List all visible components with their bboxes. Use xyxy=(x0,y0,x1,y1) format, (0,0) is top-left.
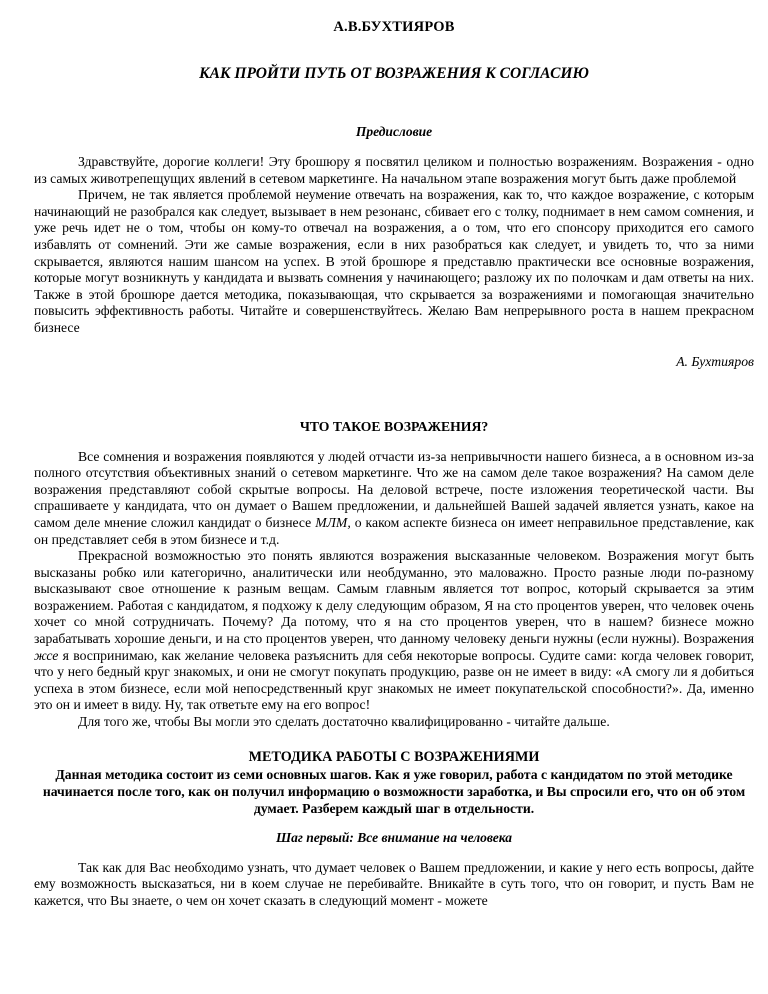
step1-heading: Шаг первый: Все внимание на человека xyxy=(275,829,513,845)
foreword-paragraph-1: Здравствуйте, дорогие коллеги! Эту брошюру я посвятил целиком и полностью возражениям. Возражения - одно из самых животрепещущих явлений в сетевом маркетинге. На начальном этапе возражения могут быть даже проблемой xyxy=(34,154,754,186)
section1-paragraph-1 xyxy=(34,449,754,549)
section1-p1-text-a: Все сомнения и возражения появляются у людей отчасти из-за непривычности нашего бизнеса, а в основном из-за полного отсутствия объективных знаний о сетевом маркетинге. Что же на самом деле такое возражения? На самом деле возражения представляют собой скрытые вопросы. На деловой встрече, посте изложения теоретической части. Вы спрашиваете у кандидата, что он думает о Вашем предложении, и дальнейшей Вашей задачей является узнать, какое на самом деле мнение сложил кандидат о бизнесе xyxy=(34,448,754,530)
section1-p2-italic: жсе xyxy=(34,647,59,663)
section1-p1-text-b: о каком аспекте бизнеса он имеет неправильное представление, как он представляет себя в этом бизнесе и т.д. xyxy=(34,514,754,547)
section-heading-what-are-objections: ЧТО ТАКОЕ ВОЗРАЖЕНИЯ? xyxy=(299,418,489,434)
section1-p1-italic: МЛМ, xyxy=(315,514,351,530)
document-title: КАК ПРОЙТИ ПУТЬ ОТ ВОЗРАЖЕНИЯ К СОГЛАСИЮ xyxy=(199,65,589,82)
foreword-signature: А. Бухтияров xyxy=(676,353,754,369)
foreword-heading: Предисловие xyxy=(355,124,433,139)
author-name: А.В.БУХТИЯРОВ xyxy=(333,19,455,35)
section-heading-method: МЕТОДИКА РАБОТЫ С ВОЗРАЖЕНИЯМИ xyxy=(248,748,540,765)
section1-p2-text-a: Прекрасной возможностью это понять являются возражения высказанные человеком. Возражения могут быть высказаны робко или категорично, аналитически или необдуманно, это маловажно. Просто разные люди по-разному высказывают свое отношение к разным вещам. Самым главным является тот вопрос, который скрывается за этим возражением. Работая с кандидатом, я подхожу к делу следующим образом, Я на сто процентов уверен, что человек очень хочет со мной сотрудничать. Почему? Да потому, что я на сто процентов уверен, что в нашем? бизнесе можно зарабатывать хорошие деньги, и на сто процентов уверен, что данному человеку деньги нужны (если нужны). Возражения xyxy=(34,548,754,647)
foreword-paragraph-2: Причем, не так является проблемой неумение отвечать на возражения, как то, что каждое возражение, с которым начинающий не разобрался как следует, вызывает в нем резонанс, сбивает его с толку, поднимает в нем самом сомнения, и уже речь идет не о том, чтобы он кому-то отвечал на возражения, а о том, что его спонсору приходится его самого избавлять от сомнений. Эти же самые возражения, если в них разобраться как следует, и увидеть то, что за ними скрывается, являются нашим шансом на успех. В этой брошюре я представлю практически все основные возражения, которые могут возникнуть у кандидата и вызвать сомнения у начинающего; разложу их по полочкам и дам ответы на них. Также в этой брошюре дается методика, показывающая, что скрывается за возражениями и помогающая значительно повысить эффективность работы. Читайте и совершенствуйтесь. Желаю Вам непрерывного роста в нашем прекрасном бизнесе xyxy=(34,187,754,335)
section1-paragraph-2 xyxy=(34,548,754,714)
document-page xyxy=(34,0,754,909)
section1-paragraph-3: Для того же, чтобы Вы могли это сделать достаточно квалифицированно - читайте дальше. xyxy=(78,714,610,730)
section1-p2-text-b: я воспринимаю, как желание человека разъяснить для себя некоторые вопросы. Судите сами: когда человек говорит, что у него бедный круг знакомых, и они не смогут покупать продукцию, разве он не имеет в виду: «А смогу ли я добиться успеха в этом бизнесе, если мой непосредственный круг знакомых не имеет покупательской способности?». Да, именно это он и имеет в виду. Ну, так ответьте ему на его вопрос! xyxy=(34,647,754,713)
section2-intro: Данная методика состоит из семи основных шагов. Как я уже говорил, работа с кандидатом по этой методике начинается после того, как он получил информацию о возможности заработка, и Вы спросили его, что он об этом думает. Разберем каждый шаг в отдельности. xyxy=(42,766,746,816)
step1-paragraph: Так как для Вас необходимо узнать, что думает человек о Вашем предложении, и какие у него есть вопросы, дайте ему возможность высказаться, ни в коем случае не перебивайте. Вникайте в суть того, что он говорит, и пусть Вам не кажется, что Вы знаете, о чем он хочет сказать в следующий момент - можете xyxy=(34,859,754,908)
